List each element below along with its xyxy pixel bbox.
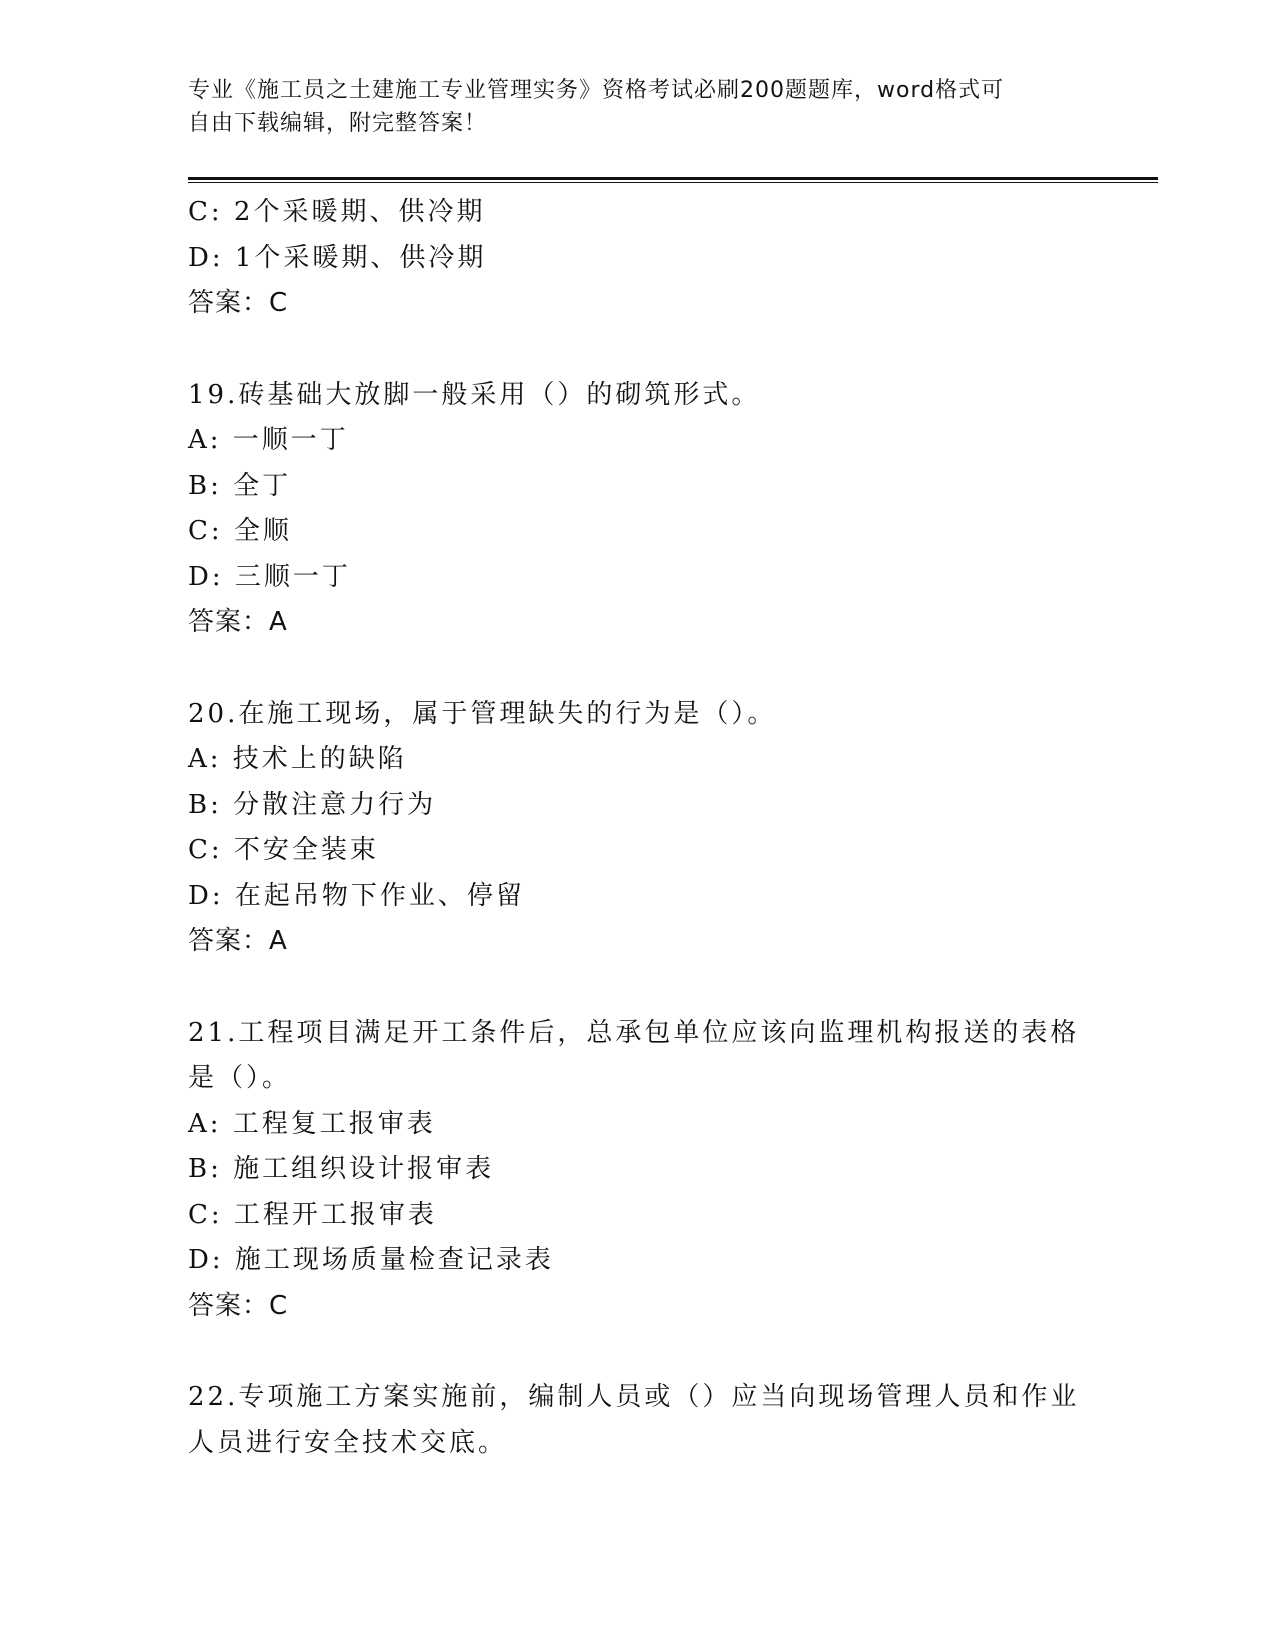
option-d: D: 三顺一丁: [188, 561, 351, 592]
answer: 答案：A: [188, 926, 288, 956]
option-b: B: 分散注意力行为: [188, 789, 437, 820]
question-block-20: [188, 692, 1088, 965]
question-text-line-2: 人员进行安全技术交底。: [188, 1427, 508, 1458]
answer: 答案：C: [188, 1290, 289, 1321]
question-block-19: [188, 373, 1088, 646]
answer: 答案：C: [188, 288, 289, 318]
option-b: B: 全丁: [188, 470, 292, 501]
option-c: C: 不安全装束: [188, 835, 379, 865]
answer: 答案：A: [188, 607, 288, 637]
question-text-line-1: 22.专项施工方案实施前，编制人员或（）应当向现场管理人员和作业: [188, 1382, 1080, 1412]
question-text-line-2: 是（）。: [188, 1063, 292, 1093]
option-d: D: 在起吊物下作业、停留: [188, 880, 525, 911]
option-d: D: 1个采暖期、供冷期: [188, 242, 487, 273]
question-block-18: [188, 190, 1088, 327]
option-c: C: 全顺: [188, 516, 292, 546]
header-rule-thin: [188, 182, 1158, 183]
question-text-line-1: 21.工程项目满足开工条件后，总承包单位应该向监理机构报送的表格: [188, 1017, 1080, 1048]
question-block-21: [188, 1011, 1088, 1330]
document-header: [188, 74, 1078, 140]
option-d: D: 施工现场质量检查记录表: [188, 1245, 554, 1275]
option-c: C: 2个采暖期、供冷期: [188, 197, 486, 227]
question-text: 19.砖基础大放脚一般采用（）的砌筑形式。: [188, 379, 761, 410]
question-text: 20.在施工现场，属于管理缺失的行为是（）。: [188, 698, 777, 729]
option-b: B: 施工组织设计报审表: [188, 1154, 495, 1184]
option-c: C: 工程开工报审表: [188, 1199, 437, 1230]
header-rule-thick: [188, 177, 1158, 180]
header-line-2: 自由下载编辑，附完整答案！: [188, 111, 488, 136]
header-line-1: 专业《施工员之土建施工专业管理实务》资格考试必刷200题题库，word格式可: [188, 78, 1005, 103]
option-a: A: 工程复工报审表: [188, 1108, 436, 1139]
option-a: A: 一顺一丁: [188, 425, 349, 455]
option-a: A: 技术上的缺陷: [188, 744, 407, 774]
question-block-22: [188, 1375, 1088, 1466]
question-list: [188, 190, 1088, 1466]
